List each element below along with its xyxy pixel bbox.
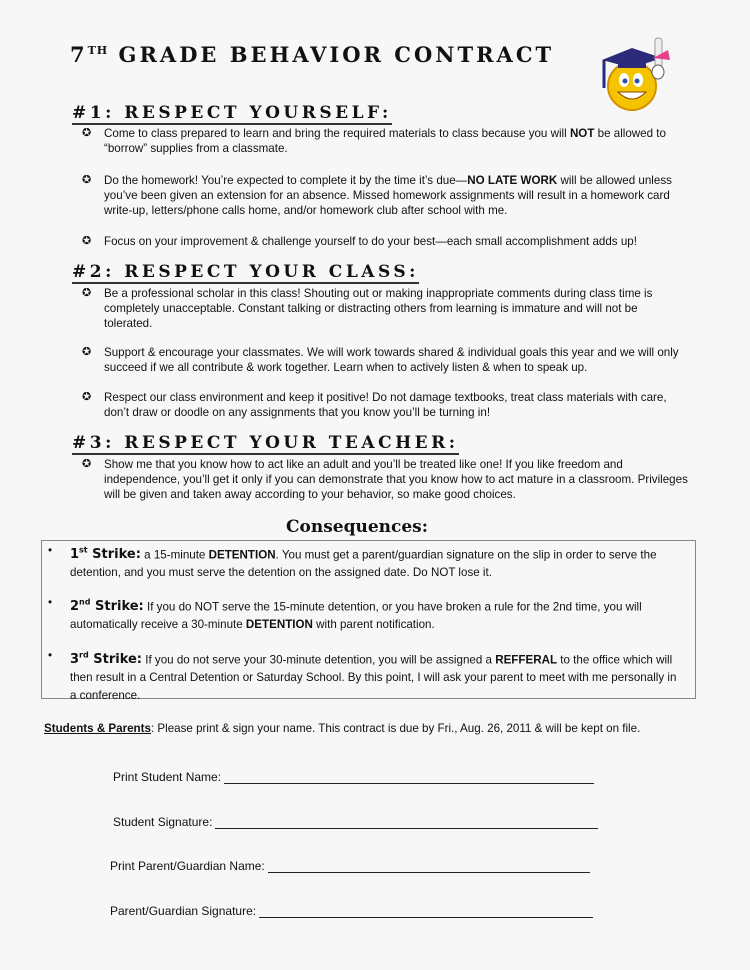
item-text: will be allowed unless you’ve been given an extension for an absence. Missed homework assignments will result in a homework card write-up, letters/phone calls home, and/or homework club after school with me. [104,174,672,217]
list-item [82,390,689,420]
list-item [82,286,689,331]
item-text: Focus on your improvement & challenge yourself to do your best—each small accomplishment adds up! [104,235,637,248]
student-signature-field[interactable] [113,815,598,829]
strike-emphasis: REFFERAL [495,653,558,667]
item-text: Do the homework! You’re expected to complete it by the time it’s due— [104,174,468,187]
strike-text: If you do not serve your 30-minute detention, you will be assigned a [142,653,496,667]
consequences-title: Consequences: [285,517,429,537]
list-item [82,173,689,218]
item-text: Support & encourage your classmates. We will work towards shared & individual goals this year and we will only succeed if we all contribute & work together. Learn when to actively listen & when to speak up. [104,346,679,374]
star-circle-icon: ✪ [82,391,92,403]
field-label: Print Student Name: [113,770,222,784]
item-text: Show me that you know how to act like an adult and you’ll be treated like one! If you like freedom and independence, you’ll get it only if you can demonstrate that you know how to act mature in a classroom. Privileges will be given and taken away according to your behavior, so make good choices. [104,458,688,501]
item-emphasis: NO LATE WORK [467,174,558,187]
list-item [82,234,689,249]
strike-item [48,647,685,705]
list-item [82,126,689,156]
graduation-smiley-icon [598,36,684,114]
list-item [82,345,689,375]
strike-text: If you do NOT serve the 15-minute detention, or you have broken a rule for the 2nd time, you will automatically receive a 30-minute [70,600,642,632]
item-text: Be a professional scholar in this class! Shouting out or making inappropriate comments during class time is completely unacceptable. Constant talking or distracting others from learning is immature and will not be tolerated. [104,287,653,330]
students-parents-notice [44,722,640,735]
notice-label: Students & Parents [44,722,151,735]
list-item [82,457,689,502]
strike-text: . You must get a parent/guardian signature on the slip in order to serve the detention, and you must serve the detention on the assigned date. Do NOT lose it. [70,548,657,580]
notice-text: : Please print & sign your name. This contract is due by Fri., Aug. 26, 2011 & will be kept on file. [150,722,641,735]
print-parent-name-field[interactable] [110,859,590,873]
section-heading-respect-teacher: #3: RESPECT YOUR TEACHER: [72,433,459,453]
star-circle-icon: ✪ [82,346,92,358]
signature-line[interactable] [259,905,593,918]
strike-text: a 15-minute [140,548,209,562]
parent-signature-field[interactable] [110,904,593,918]
strike-label: 2nd Strike: [70,598,144,615]
bullet-icon: • [48,649,53,662]
print-student-name-field[interactable] [113,770,594,784]
field-label: Print Parent/Guardian Name: [110,859,265,873]
bullet-icon: • [48,544,53,557]
title-number: 7 [70,42,88,67]
item-text: Respect our class environment and keep it positive! Do not damage textbooks, treat class materials with care, don’t draw or doodle on any assignments that you know you’ll be turning in! [104,391,667,419]
item-text: Come to class prepared to learn and bring the required materials to class because you will [104,127,570,140]
title-superscript: TH [87,44,109,57]
star-circle-icon: ✪ [82,127,92,139]
strike-text: with parent notification. [312,618,435,632]
item-text: be allowed to “borrow” supplies from a classmate. [104,127,666,155]
strike-text: to the office which will then result in a Central Detention or Saturday School. By this point, I will ask your parent to meet with me personally in a conference. [70,653,677,703]
star-circle-icon: ✪ [82,287,92,299]
bullet-icon: • [48,596,53,609]
item-emphasis: NOT [569,127,595,140]
star-circle-icon: ✪ [82,174,92,186]
signature-line[interactable] [224,771,594,784]
signature-line[interactable] [268,860,590,873]
strike-emphasis: DETENTION [208,548,276,562]
strike-item [48,542,685,582]
section-heading-respect-class: #2: RESPECT YOUR CLASS: [72,262,419,282]
field-label: Student Signature: [113,815,213,829]
section-heading-respect-yourself: #1: RESPECT YOURSELF: [72,103,392,123]
star-circle-icon: ✪ [82,458,92,470]
star-circle-icon: ✪ [82,235,92,247]
page-title [70,42,554,67]
strike-label: 1st Strike: [70,546,141,563]
strike-item [48,594,685,634]
field-label: Parent/Guardian Signature: [110,904,257,918]
signature-line[interactable] [215,816,598,829]
strike-label: 3rd Strike: [70,651,143,668]
title-text: GRADE BEHAVIOR CONTRACT [108,42,555,67]
strike-emphasis: DETENTION [245,618,313,632]
